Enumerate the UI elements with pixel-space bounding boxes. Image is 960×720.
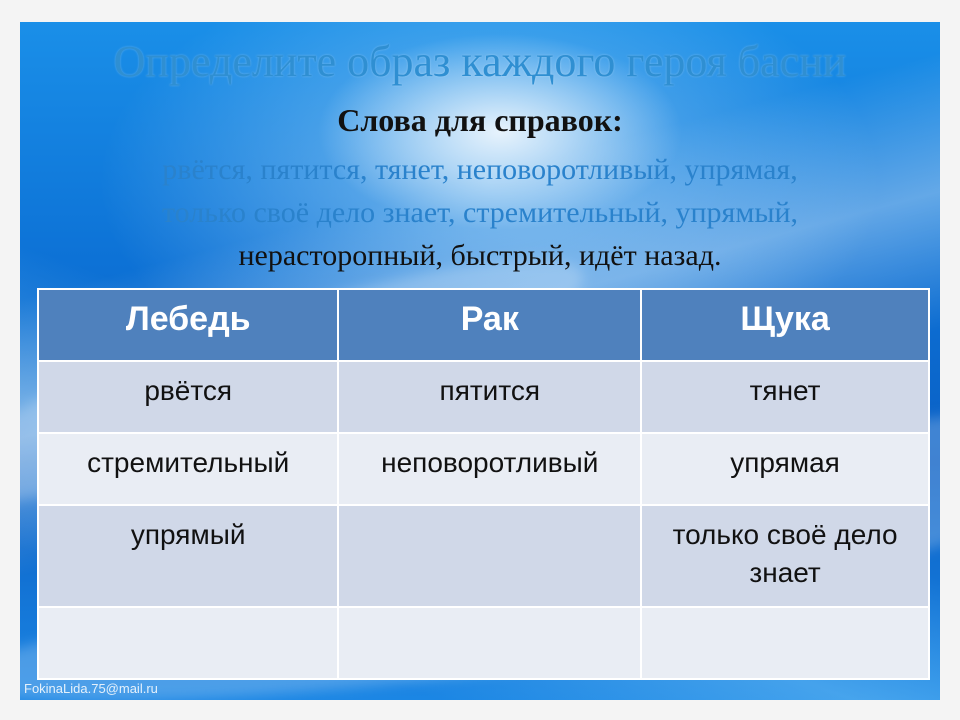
table-row [38, 607, 929, 679]
slide-title: Определите образ каждого героя басни [113, 37, 847, 86]
table-row [38, 361, 929, 433]
reference-line-3: нерасторопный, быстрый, идёт назад. [238, 239, 722, 272]
header-crayfish: Рак [338, 289, 641, 361]
reference-line-1: рвётся, пятится, тянет, неповоротливый, упрямая, [162, 153, 798, 186]
reference-heading: Слова для справок: [337, 102, 623, 138]
reference-line-2: только своё дело знает, стремительный, упрямый, [161, 196, 799, 229]
table-cell: неповоротливый [338, 433, 641, 505]
table-cell: только своё дело знает [641, 505, 929, 607]
table-cell: упрямый [38, 505, 338, 607]
table-cell [338, 607, 641, 679]
table-cell [38, 607, 338, 679]
table-row [38, 433, 929, 505]
header-pike: Щука [641, 289, 929, 361]
table-cell: стремительный [38, 433, 338, 505]
table-cell: рвётся [38, 361, 338, 433]
table-cell: тянет [641, 361, 929, 433]
table-row [38, 505, 929, 607]
characters-table [37, 288, 930, 680]
table-cell [338, 505, 641, 607]
table-cell: пятится [338, 361, 641, 433]
table-cell: упрямая [641, 433, 929, 505]
reference-words [70, 148, 890, 277]
header-swan: Лебедь [38, 289, 338, 361]
table-header-row [38, 289, 929, 361]
table-cell [641, 607, 929, 679]
author-email: FokinaLida.75@mail.ru [24, 681, 158, 696]
slide [20, 22, 940, 700]
